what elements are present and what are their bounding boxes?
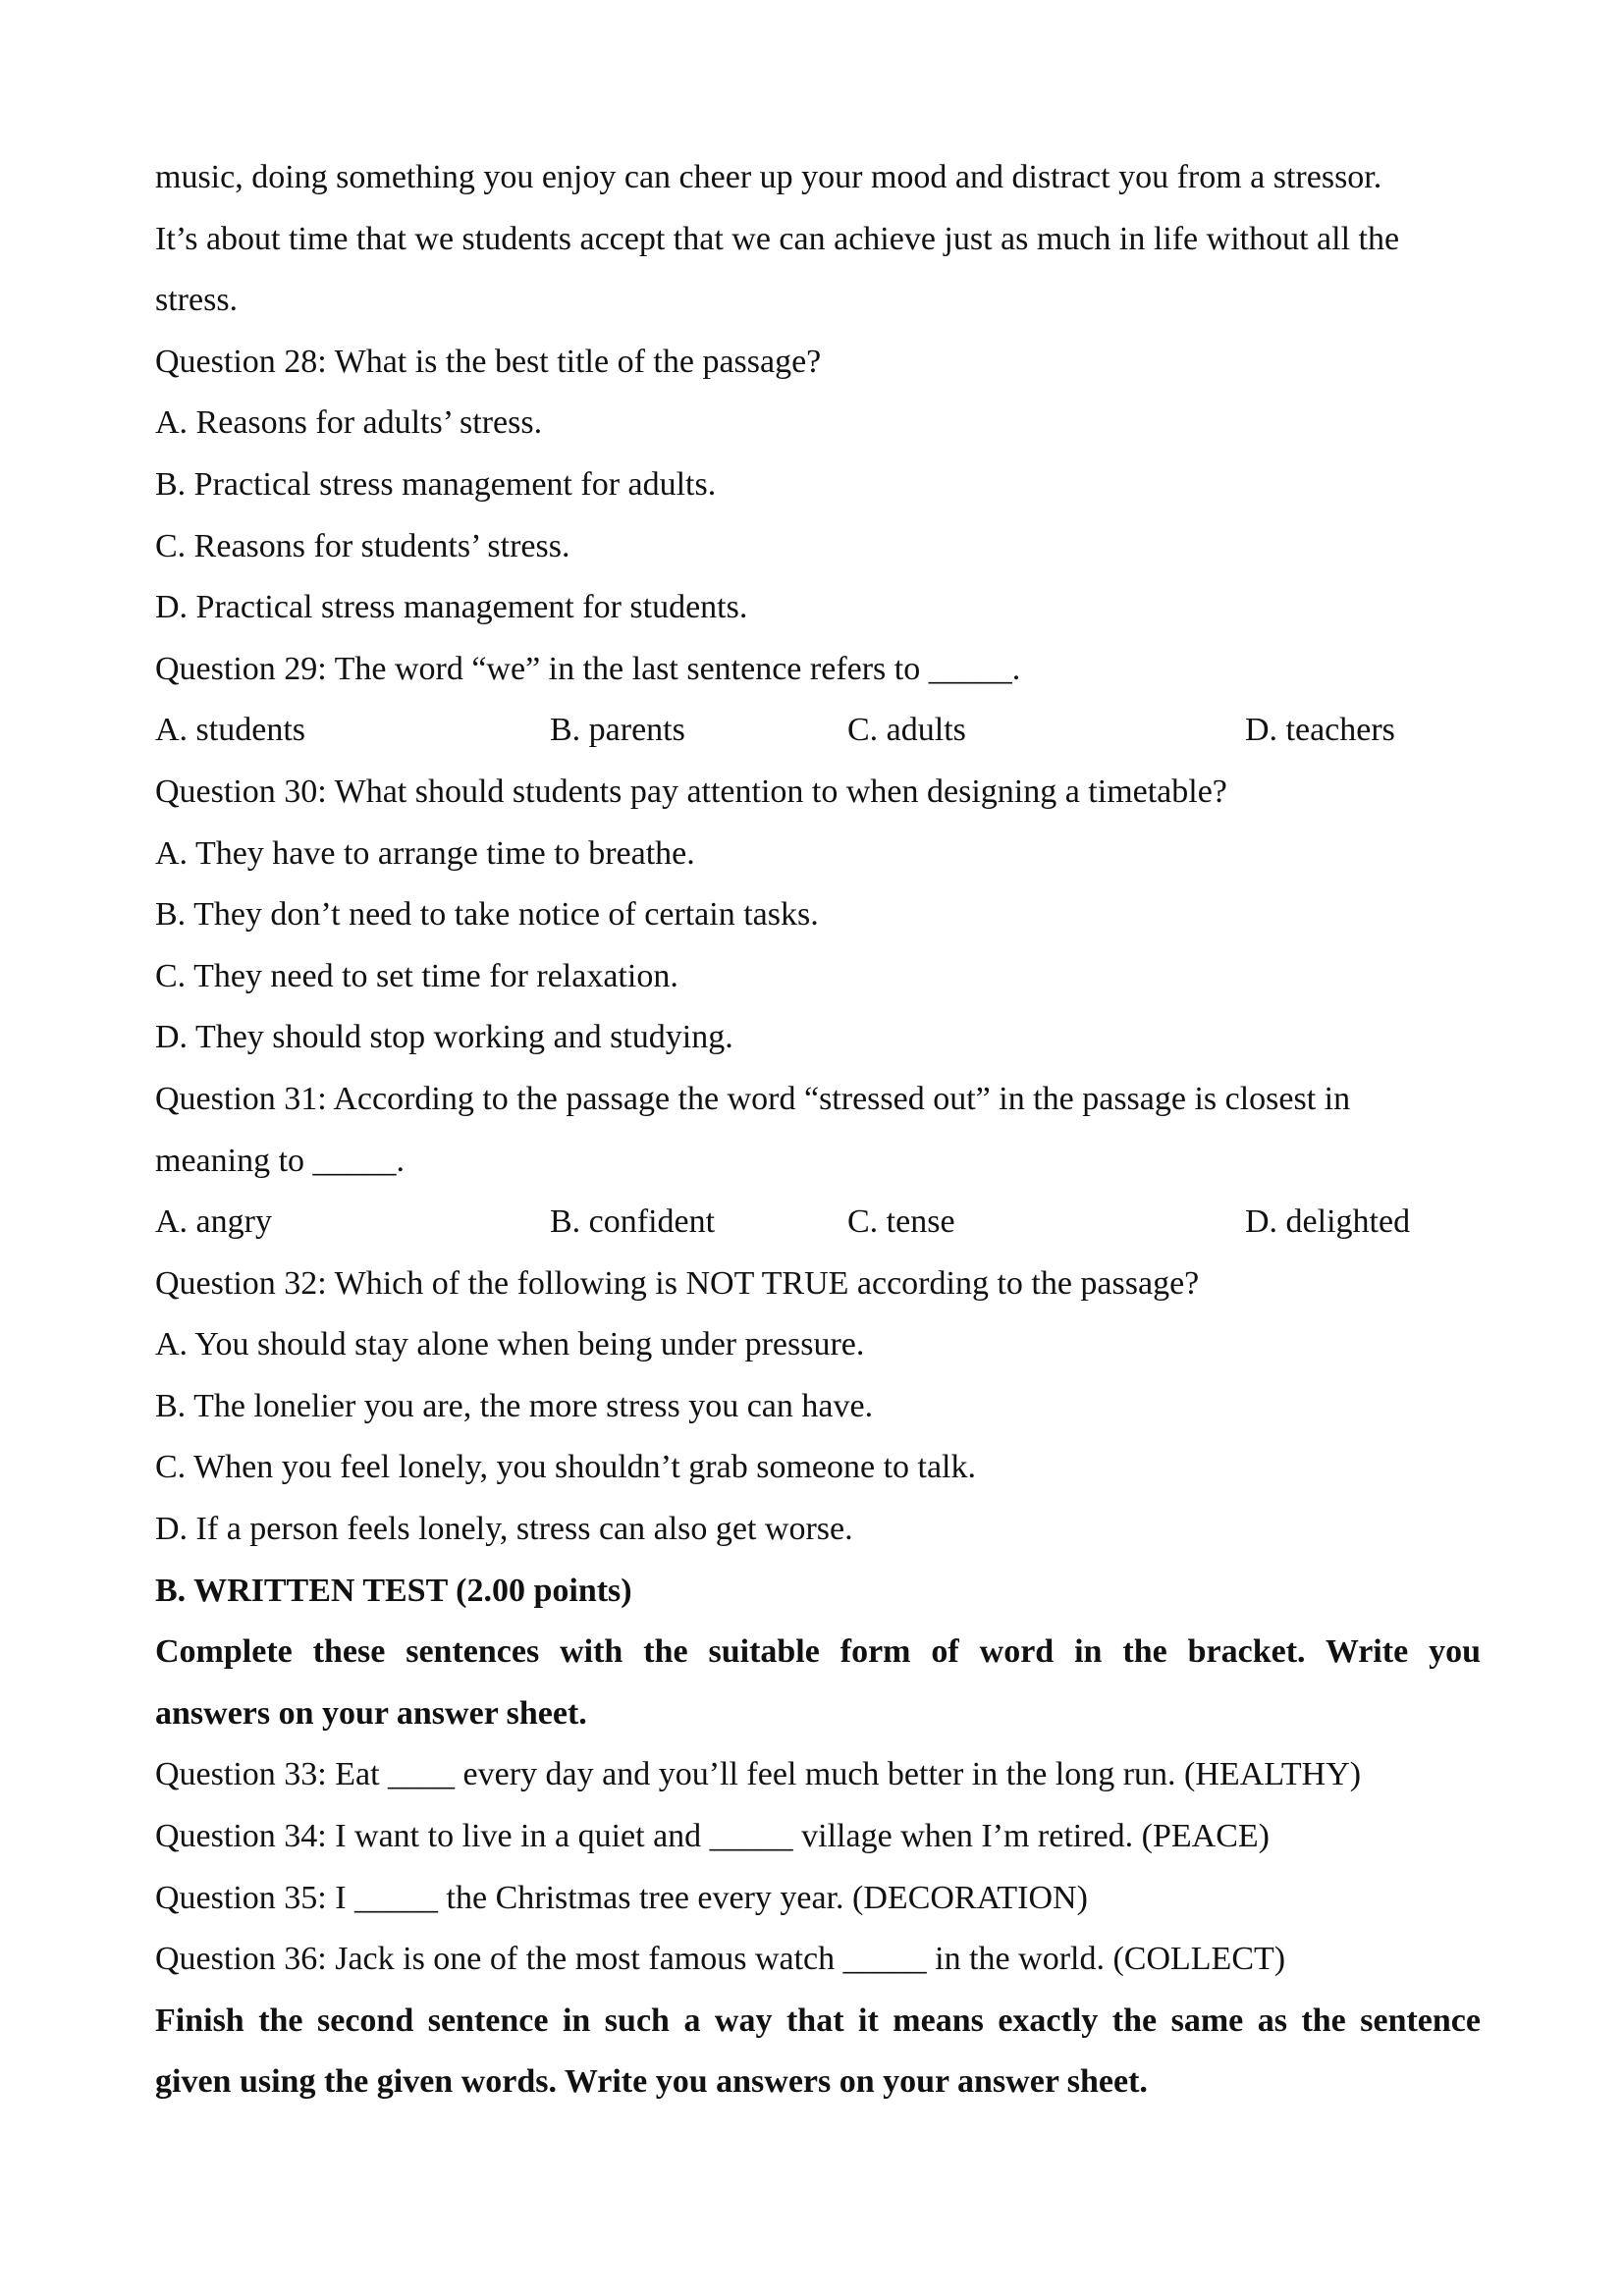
q29-option-d: D. teachers xyxy=(1245,712,1395,749)
question-28: Question 28: What is the best title of the passage? xyxy=(155,343,822,380)
q32-option-b: B. The lonelier you are, the more stress you can have. xyxy=(155,1387,874,1424)
q32-option-d: D. If a person feels lonely, stress can also get worse. xyxy=(155,1511,853,1548)
question-31-line2: meaning to _____. xyxy=(155,1142,406,1179)
q32-option-c: C. When you feel lonely, you shouldn’t grab someone to talk. xyxy=(155,1449,977,1486)
section-b-heading: B. WRITTEN TEST (2.00 points) xyxy=(155,1572,632,1609)
q30-option-b: B. They don’t need to take notice of certain tasks. xyxy=(155,896,819,934)
question-35: Question 35: I _____ the Christmas tree every year. (DECORATION) xyxy=(155,1879,1088,1916)
q29-options xyxy=(155,700,1481,762)
q29-option-a: A. students xyxy=(155,712,305,749)
instruction-word-form-line1: Complete these sentences with the suitable form of word in the bracket. Write you xyxy=(155,1633,1481,1671)
question-32: Question 32: Which of the following is NOT TRUE according to the passage? xyxy=(155,1264,1200,1302)
question-33: Question 33: Eat ____ every day and you’ll feel much better in the long run. (HEALTHY) xyxy=(155,1756,1362,1793)
exam-page xyxy=(155,147,1481,2113)
q31-option-b: B. confident xyxy=(550,1203,716,1241)
question-29: Question 29: The word “we” in the last sentence refers to _____. xyxy=(155,650,1021,687)
q28-option-b: B. Practical stress management for adults. xyxy=(155,465,717,503)
q31-option-c: C. tense xyxy=(847,1203,955,1241)
q30-option-d: D. They should stop working and studying. xyxy=(155,1019,733,1056)
q29-option-c: C. adults xyxy=(847,712,966,749)
q31-option-a: A. angry xyxy=(155,1203,272,1241)
question-34: Question 34: I want to live in a quiet and _____ village when I’m retired. (PEACE) xyxy=(155,1818,1270,1855)
q31-options xyxy=(155,1192,1481,1254)
q29-option-b: B. parents xyxy=(550,712,685,749)
question-31-line1: Question 31: According to the passage the word “stressed out” in the passage is closest in xyxy=(155,1080,1351,1117)
q28-option-c: C. Reasons for students’ stress. xyxy=(155,527,570,564)
q30-option-a: A. They have to arrange time to breathe. xyxy=(155,834,695,872)
q28-option-d: D. Practical stress management for students. xyxy=(155,589,748,626)
passage-line: It’s about time that we students accept that we can achieve just as much in life without all the xyxy=(155,220,1400,257)
question-30: Question 30: What should students pay attention to when designing a timetable? xyxy=(155,773,1227,810)
q30-option-c: C. They need to set time for relaxation. xyxy=(155,957,678,994)
passage-line: music, doing something you enjoy can cheer up your mood and distract you from a stressor. xyxy=(155,159,1382,195)
instruction-rewrite-line1: Finish the second sentence in such a way that it means exactly the same as the sentence xyxy=(155,2002,1481,2039)
question-36: Question 36: Jack is one of the most famous watch _____ in the world. (COLLECT) xyxy=(155,1941,1286,1978)
instruction-word-form-line2: answers on your answer sheet. xyxy=(155,1694,587,1732)
q31-option-d: D. delighted xyxy=(1245,1203,1411,1241)
q32-option-a: A. You should stay alone when being under pressure. xyxy=(155,1326,865,1363)
passage-line: stress. xyxy=(155,282,239,319)
instruction-rewrite-line2: given using the given words. Write you answers on your answer sheet. xyxy=(155,2063,1148,2101)
q28-option-a: A. Reasons for adults’ stress. xyxy=(155,404,543,442)
